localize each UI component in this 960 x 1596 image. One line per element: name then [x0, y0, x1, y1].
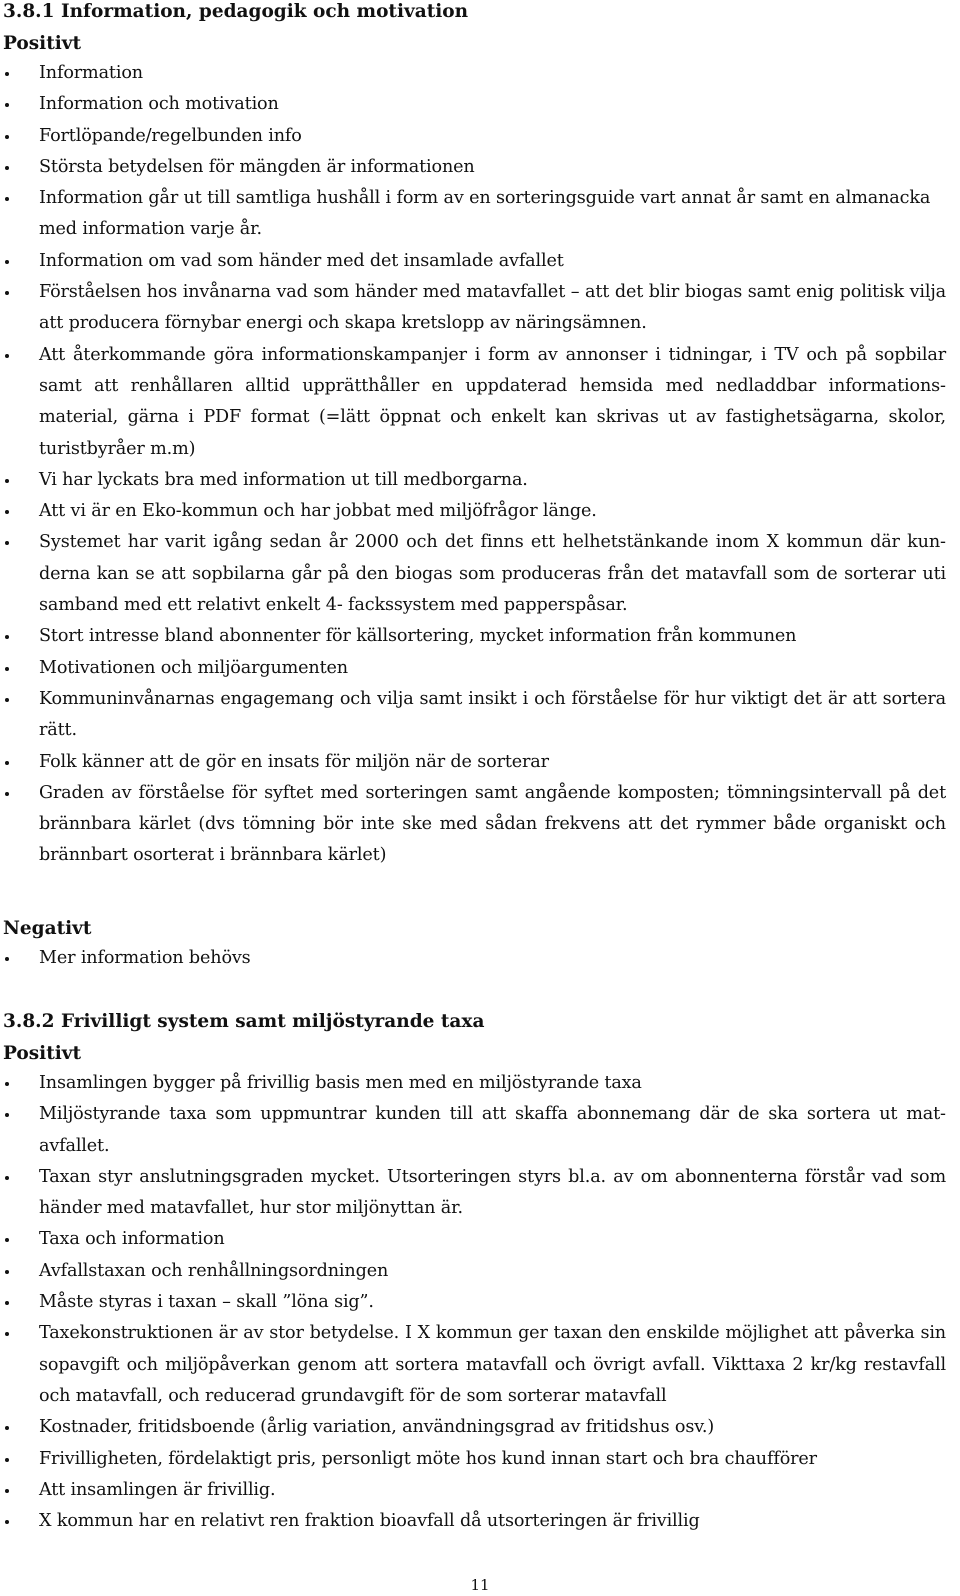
section-381-positive-heading: Positivt: [3, 33, 82, 54]
list-item: Graden av förståelse för syftet med sorteringen samt angående komposten; tömningsintervall på det brännbara kärlet (dvs tömning bör inte ske med sådan frekvens att det rymmer både organiskt och brännbart osorterat i brännbara kärlet): [0, 778, 946, 872]
section-381-negative-heading: Negativt: [3, 918, 92, 939]
list-item: Avfallstaxan och renhållningsordningen: [0, 1256, 946, 1287]
section-382-title: 3.8.2 Frivilligt system samt miljöstyrande taxa: [3, 1011, 485, 1032]
list-item: X kommun har en relativt ren fraktion bioavfall då utsorteringen är frivillig: [0, 1506, 946, 1537]
list-item: Fortlöpande/regelbunden info: [0, 121, 946, 152]
list-item: Miljöstyrande taxa som uppmuntrar kunden till att skaffa abonnemang där de ska sortera ut matavfallet.: [0, 1099, 946, 1162]
list-item: Att vi är en Eko-kommun och har jobbat med miljöfrågor länge.: [0, 496, 946, 527]
list-item: Att insamlingen är frivillig.: [0, 1475, 946, 1506]
list-item: Taxa och information: [0, 1224, 946, 1255]
list-item: Förståelsen hos invånarna vad som händer med matavfallet – att det blir biogas samt enig politisk vilja att producera förnybar energi och skapa kretslopp av näringsämnen.: [0, 277, 946, 340]
list-item: Insamlingen bygger på frivillig basis men med en miljöstyrande taxa: [0, 1068, 946, 1099]
list-item: Taxekonstruktionen är av stor betydelse. I X kommun ger taxan den enskilde möjlighet att påverka sin sopavgift och miljöpåverkan genom att sortera matavfall och övrigt avfall. Vikttaxa 2 kr/kg restavfall och matavfall, och reducerad grundavgift för de som sorterar matavfall: [0, 1318, 946, 1412]
list-item: Motivationen och miljöargumenten: [0, 653, 946, 684]
list-item: Information: [0, 58, 946, 89]
list-item: Information om vad som händer med det insamlade avfallet: [0, 246, 946, 277]
list-item: Systemet har varit igång sedan år 2000 och det finns ett helhetstänkande inom X kommun där kunderna kan se att sopbilarna går på den biogas som produceras från det matavfall som de sorterar uti samband med ett relativt enkelt 4- fackssystem med papperspåsar.: [0, 527, 946, 621]
list-item: Kostnader, fritidsboende (årlig variation, användningsgrad av fritidshus osv.): [0, 1412, 946, 1443]
section-381-positive-list: [0, 58, 946, 872]
list-item: Mer information behövs: [0, 943, 946, 974]
page-number: 11: [470, 1576, 490, 1594]
list-item: Taxan styr anslutningsgraden mycket. Utsorteringen styrs bl.a. av om abonnenterna förstår vad som händer med matavfallet, hur stor miljönyttan är.: [0, 1162, 946, 1225]
list-item: Vi har lyckats bra med information ut till medborgarna.: [0, 465, 946, 496]
section-381-negative-list: [0, 943, 946, 974]
list-item: Information går ut till samtliga hushåll i form av en sorteringsguide vart annat år samt en almanacka med information varje år.: [0, 183, 946, 246]
section-381-title: 3.8.1 Information, pedagogik och motivation: [3, 1, 469, 22]
list-item: Information och motivation: [0, 89, 946, 120]
list-item: Stort intresse bland abonnenter för källsortering, mycket information från kommunen: [0, 621, 946, 652]
list-item: Största betydelsen för mängden är informationen: [0, 152, 946, 183]
list-item: Frivilligheten, fördelaktigt pris, personligt möte hos kund innan start och bra chaufförer: [0, 1444, 946, 1475]
section-382-positive-list: [0, 1068, 946, 1537]
list-item: Måste styras i taxan – skall ”löna sig”.: [0, 1287, 946, 1318]
list-item: Kommuninvånarnas engagemang och vilja samt insikt i och förståelse för hur viktigt det är att sortera rätt.: [0, 684, 946, 747]
list-item: Att återkommande göra informationskampanjer i form av annonser i tidningar, i TV och på sopbilar samt att renhållaren alltid upprätthåller en uppdaterad hemsida med nedladdbar informationsmaterial, gärna i PDF format (=lätt öppnat och enkelt kan skrivas ut av fastighetsägarna, skolor, turistbyråer m.m): [0, 340, 946, 465]
list-item: Folk känner att de gör en insats för miljön när de sorterar: [0, 747, 946, 778]
section-382-positive-heading: Positivt: [3, 1043, 82, 1064]
